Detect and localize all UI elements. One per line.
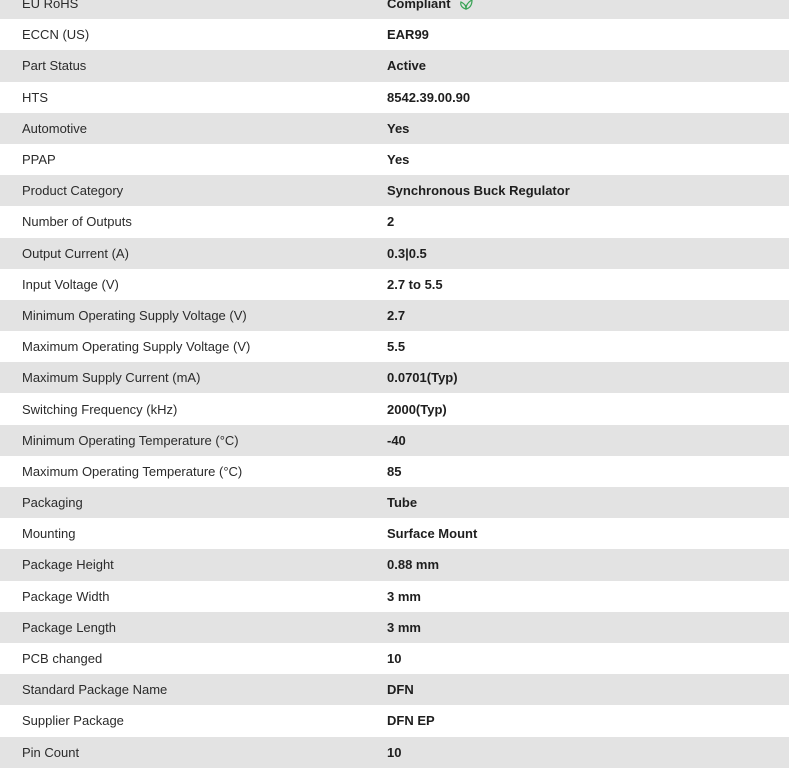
spec-label: Part Status: [22, 58, 87, 74]
spec-value: 0.88 mm: [387, 557, 440, 573]
spec-row-package-height: [0, 549, 789, 580]
spec-value: Compliant: [387, 0, 451, 12]
spec-value: Yes: [387, 120, 410, 136]
spec-label: Product Category: [22, 183, 124, 199]
spec-value: Tube: [387, 495, 418, 511]
spec-value: 10: [387, 651, 402, 667]
spec-label: Pin Count: [22, 744, 80, 760]
spec-value: Yes: [387, 152, 410, 168]
spec-label: Package Width: [22, 588, 110, 604]
spec-label: HTS: [22, 89, 48, 105]
spec-value: 0.3|0.5: [387, 245, 427, 261]
spec-label: Maximum Operating Supply Voltage (V): [22, 339, 251, 355]
spec-value: 2.7 to 5.5: [387, 276, 443, 292]
spec-value: 0.0701(Typ): [387, 370, 458, 386]
spec-value: EAR99: [387, 27, 429, 43]
spec-row-eccn: [0, 19, 789, 50]
spec-row-switching-frequency: [0, 393, 789, 424]
spec-label: PCB changed: [22, 651, 103, 667]
spec-label: Standard Package Name: [22, 682, 168, 698]
spec-row-hts: [0, 82, 789, 113]
spec-label: Automotive: [22, 120, 88, 136]
spec-row-max-operating-temp: [0, 456, 789, 487]
spec-value: Active: [387, 58, 427, 74]
spec-value: DFN EP: [387, 713, 435, 729]
spec-row-supplier-package: [0, 705, 789, 736]
spec-value: 10: [387, 744, 402, 760]
spec-row-max-supply-current: [0, 362, 789, 393]
spec-label: Maximum Operating Temperature (°C): [22, 463, 243, 479]
spec-label: Maximum Supply Current (mA): [22, 370, 201, 386]
spec-row-max-supply-voltage: [0, 331, 789, 362]
spec-value: -40: [387, 432, 406, 448]
spec-row-input-voltage: [0, 269, 789, 300]
spec-row-automotive: [0, 113, 789, 144]
spec-label: Package Length: [22, 619, 116, 635]
spec-value: 2: [387, 214, 395, 230]
spec-row-package-length: [0, 612, 789, 643]
spec-value: 3 mm: [387, 619, 421, 635]
spec-label: EU RoHS: [22, 0, 79, 12]
spec-value: 2000(Typ): [387, 401, 447, 417]
spec-label: Input Voltage (V): [22, 276, 119, 292]
spec-row-standard-package-name: [0, 674, 789, 705]
spec-label: Minimum Operating Temperature (°C): [22, 432, 239, 448]
spec-value: Surface Mount: [387, 526, 478, 542]
spec-label: Output Current (A): [22, 245, 129, 261]
spec-value: 85: [387, 463, 402, 479]
spec-row-output-current: [0, 238, 789, 269]
spec-value: 5.5: [387, 339, 406, 355]
spec-value: Synchronous Buck Regulator: [387, 183, 570, 199]
spec-row-mounting: [0, 518, 789, 549]
spec-row-eu-rohs: [0, 0, 789, 19]
spec-value: 8542.39.00.90: [387, 89, 471, 105]
spec-row-min-supply-voltage: [0, 300, 789, 331]
spec-row-number-of-outputs: [0, 206, 789, 237]
spec-row-product-category: [0, 175, 789, 206]
spec-label: Packaging: [22, 495, 83, 511]
spec-value: DFN: [387, 682, 414, 698]
spec-label: Supplier Package: [22, 713, 124, 729]
spec-label: Mounting: [22, 526, 76, 542]
spec-label: Package Height: [22, 557, 114, 573]
spec-label: Minimum Operating Supply Voltage (V): [22, 307, 247, 323]
spec-row-min-operating-temp: [0, 425, 789, 456]
spec-row-package-width: [0, 581, 789, 612]
spec-label: ECCN (US): [22, 27, 90, 43]
spec-row-part-status: [0, 50, 789, 81]
spec-label: Switching Frequency (kHz): [22, 401, 178, 417]
spec-value: 3 mm: [387, 588, 421, 604]
spec-label: PPAP: [22, 152, 56, 168]
spec-row-pcb-changed: [0, 643, 789, 674]
spec-row-pin-count: [0, 737, 789, 768]
spec-row-packaging: [0, 487, 789, 518]
spec-label: Number of Outputs: [22, 214, 132, 230]
spec-value-container: [387, 0, 789, 11]
spec-row-ppap: [0, 144, 789, 175]
spec-value: 2.7: [387, 307, 406, 323]
leaf-icon: [459, 0, 473, 10]
